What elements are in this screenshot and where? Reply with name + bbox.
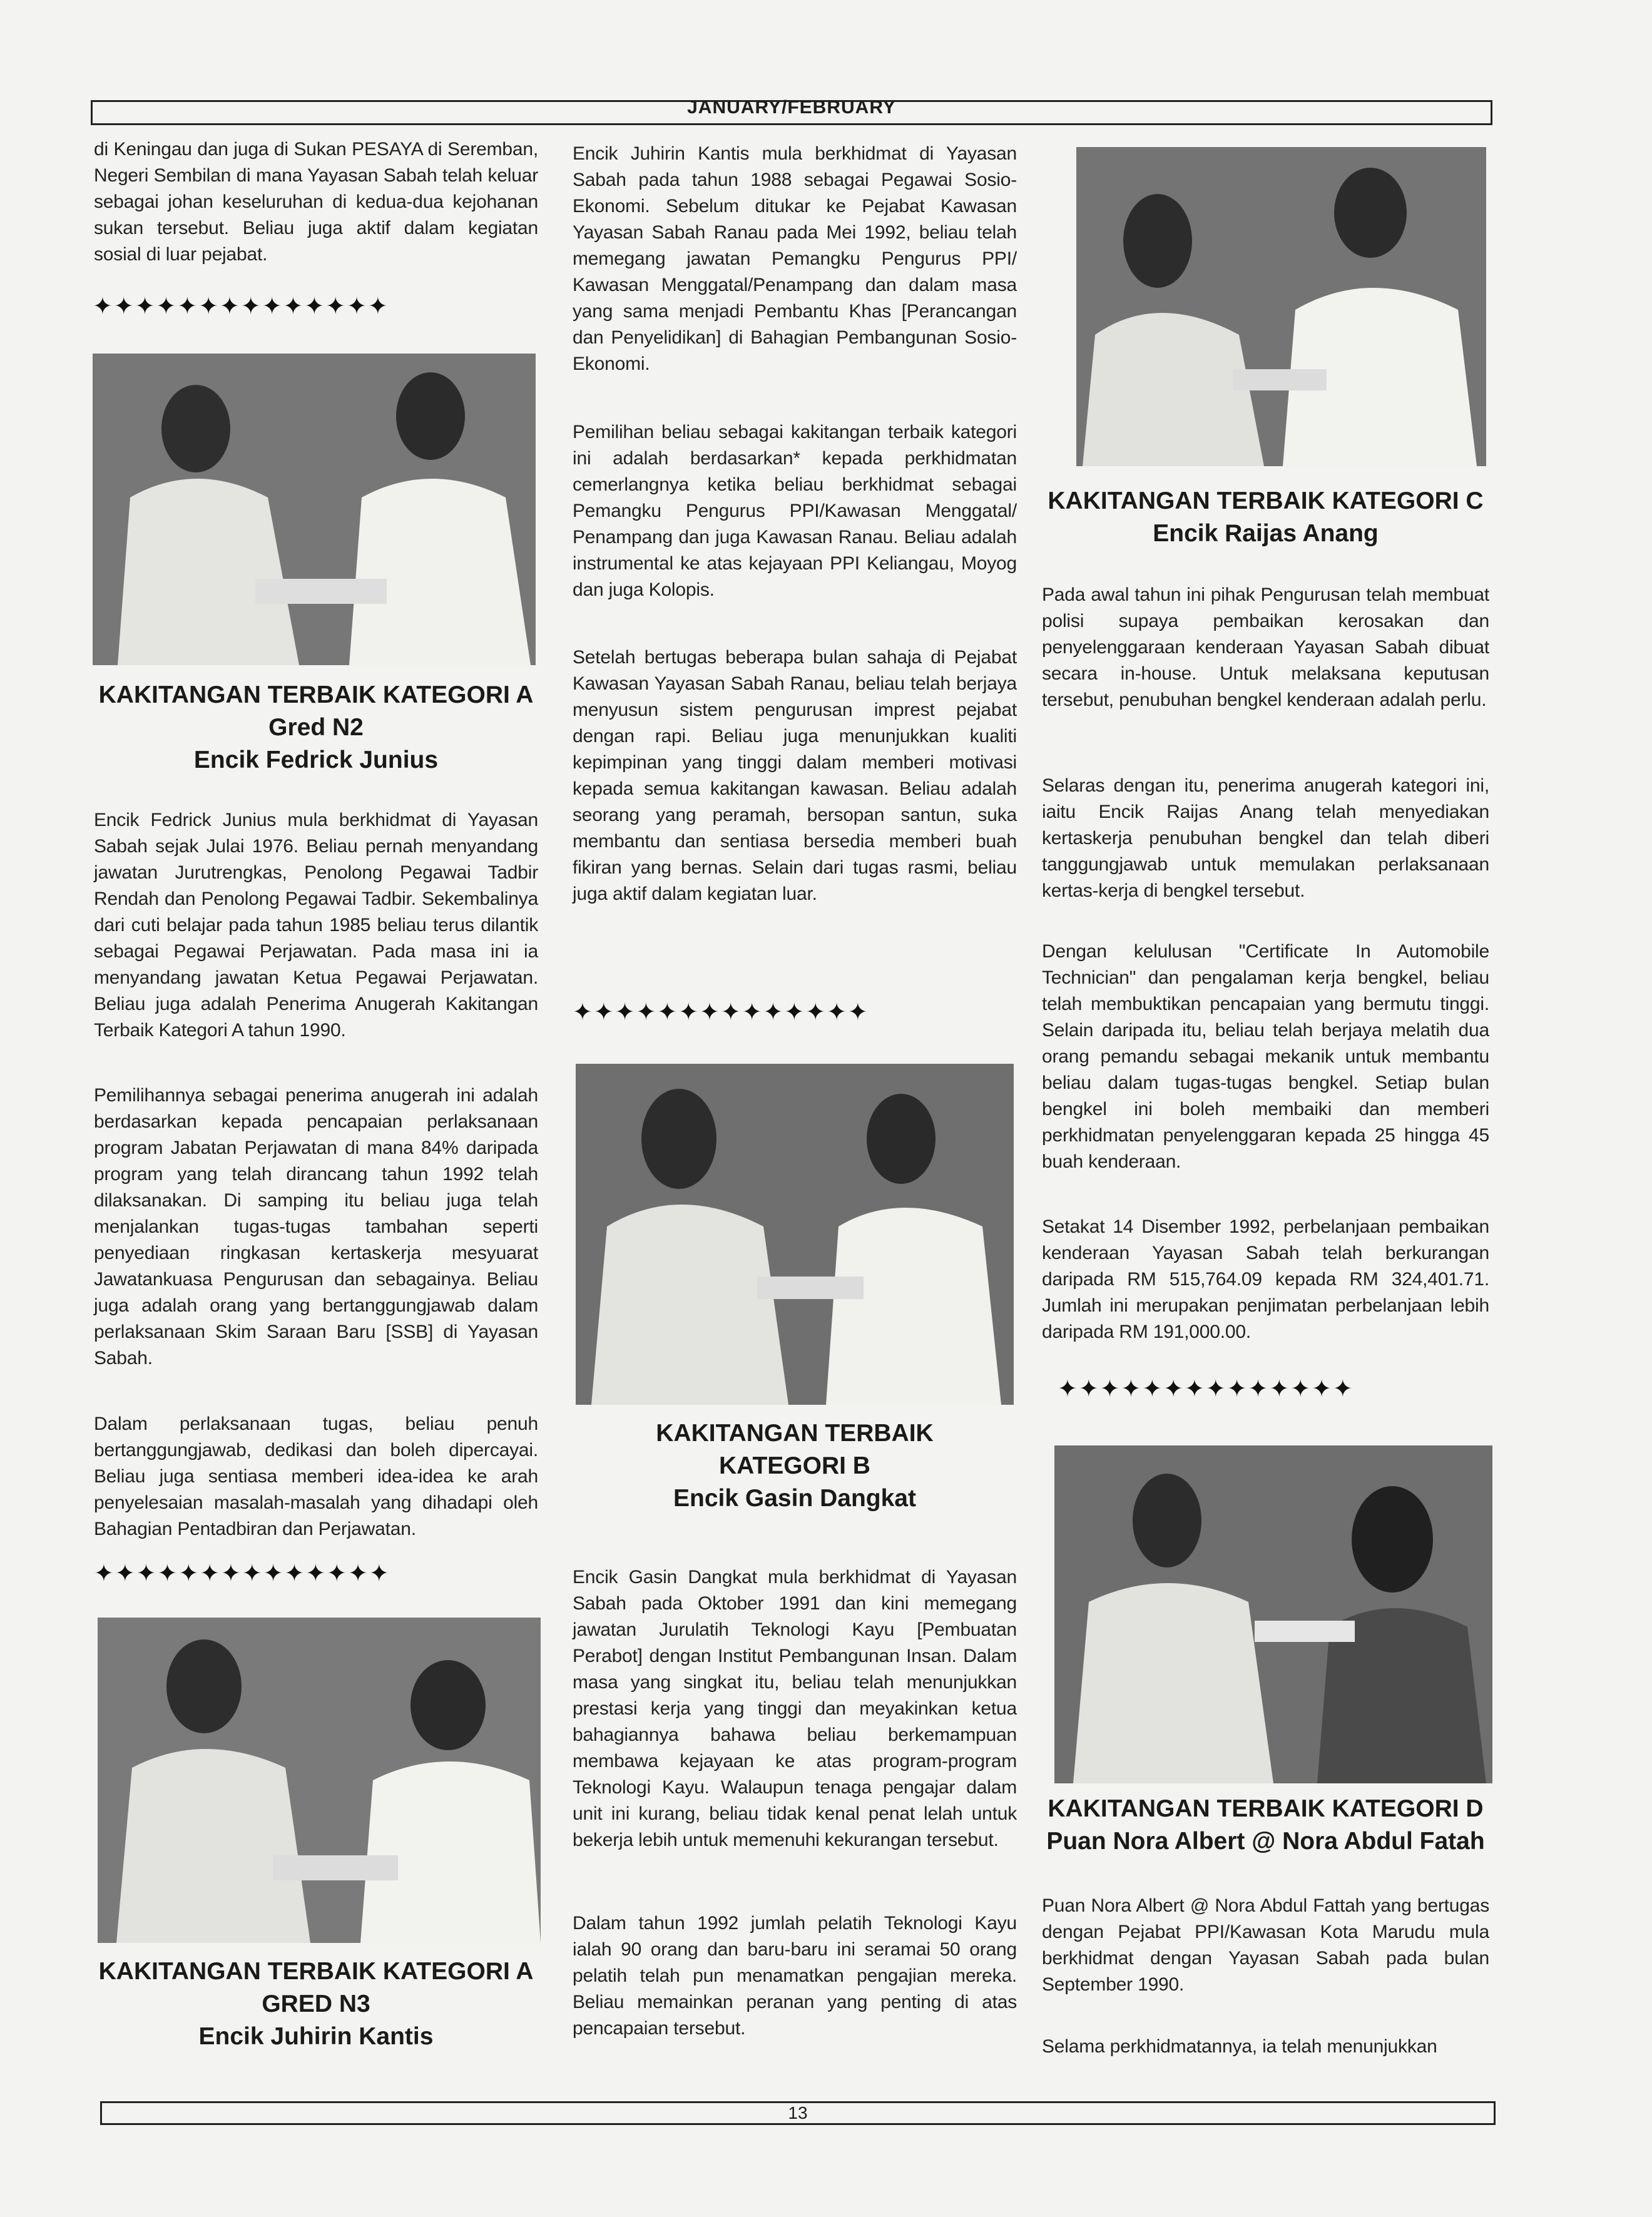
heading-line: Encik Fedrick Junius xyxy=(193,747,439,773)
heading-line: KAKITANGAN TERBAIK xyxy=(656,1420,934,1447)
issue-label: JANUARY/FEBRUARY xyxy=(687,97,896,118)
heading-kategori-d xyxy=(1042,1793,1489,1858)
col1-para-3: Dalam perlaksanaan tugas, beliau penuh bertanggungjawab, dedikasi dan boleh dipercayai. Beliau juga sentiasa memberi idea-idea ke arah penyelesaian masalah-masalah yang dihadapi oleh Bahagian Pentadbiran dan Perjawatan. xyxy=(94,1414,538,1539)
heading-line: KAKITANGAN TERBAIK KATEGORI C xyxy=(1048,487,1484,514)
heading-line: Puan Nora Albert @ Nora Abdul Fatah xyxy=(1046,1828,1485,1855)
heading-line: Encik Raijas Anang xyxy=(1153,520,1379,547)
col1-para-2: Pemilihannya sebagai penerima anugerah ini adalah berdasarkan kepada pencapaian perlaksanaan program Jabatan Perjawatan di mana 84% daripada program yang telah dirancang tahun 1992 telah dilaksanakan. Di samping itu beliau juga telah menjalankan tugas-tugas tambahan seperti penyediaan ringkasan kertaskerja mesyuarat Jawatankuasa Pengurusan dan sebagainya. Beliau juga adalah orang yang bertanggungjawab dalam perlaksanaan Skim Saraan Baru [SSB] di Yayasan Sabah. xyxy=(94,1085,538,1368)
col2-para-1: Encik Juhirin Kantis mula berkhidmat di Yayasan Sabah pada tahun 1988 sebagai Pegawai Sosio-Ekonomi. Sebelum ditukar ke Pejabat Kawasan Yayasan Sabah Ranau pada Mei 1992, beliau telah memegang jawatan Pemangku Pengurus PPI/ Kawasan Menggatal/Penampang dan dalam masa yang sama menjadi Pembantu Khas [Perancangan dan Penyelidikan] di Bahagian Pembangunan Sosio-Ekonomi. xyxy=(573,143,1017,374)
award-photo-raijas xyxy=(1076,147,1486,466)
heading-kategori-b xyxy=(573,1417,1017,1515)
ornament-divider: ✦✦✦✦✦✦✦✦✦✦✦✦✦✦ xyxy=(1058,1376,1354,1402)
col3-para-1: Pada awal tahun ini pihak Pengurusan telah membuat polisi supaya pembaikan kerosakan dan penyelenggaraan kenderaan Yayasan Sabah dibuat secara in-house. Untuk melaksana keputusan tersebut, penubuhan bengkel kenderaan adalah perlu. xyxy=(1042,584,1489,710)
award-photo-gasin xyxy=(576,1064,1014,1405)
heading-line: GRED N3 xyxy=(262,1990,370,2017)
heading-kategori-c xyxy=(1042,485,1489,550)
col2-para-2: Pemilihan beliau sebagai kakitangan terbaik kategori ini adalah berdasarkan* kepada perkhidmatan cemerlangnya ketika beliau berkhidmat sebagai Pemangku Pengurus PPI/Kawasan Menggatal/ Penampang dan juga Kawasan Ranau. Beliau adalah instrumental ke atas kejayaan PPI Keliangau, Moyog dan juga Kolopis. xyxy=(573,422,1017,600)
heading-line: Encik Juhirin Kantis xyxy=(198,2023,434,2050)
heading-line: Gred N2 xyxy=(268,714,364,741)
heading-kategori-a-n3 xyxy=(94,1955,538,2053)
col2-para-3: Setelah bertugas beberapa bulan sahaja di Pejabat Kawasan Yayasan Sabah Ranau, beliau telah berjaya menyusun sistem pengurusan imprest pejabat dengan rapi. Beliau juga menunjukkan kualiti kepimpinan yang tinggi dalam memberi motivasi kepada semua kakitangan kawasan. Beliau adalah seorang yang peramah, bersopan santun, suka membantu dan sentiasa bersedia memberi buah fikiran yang bernas. Selain dari tugas rasmi, beliau juga aktif dalam kegiatan luar. xyxy=(573,647,1017,904)
col3-para-4: Setakat 14 Disember 1992, perbelanjaan pembaikan kenderaan Yayasan Sabah telah berkurangan daripada RM 515,764.09 kepada RM 324,401.71. Jumlah ini merupakan penjimatan perbelanjaan lebih daripada RM 191,000.00. xyxy=(1042,1216,1489,1342)
ornament-divider: ✦✦✦✦✦✦✦✦✦✦✦✦✦✦ xyxy=(93,293,389,320)
col3-para-6: Selama perkhidmatannya, ia telah menunjukkan xyxy=(1042,2036,1437,2057)
award-photo-juhirin xyxy=(98,1618,541,1943)
ornament-divider: ✦✦✦✦✦✦✦✦✦✦✦✦✦✦ xyxy=(94,1561,390,1587)
col3-para-3: Dengan kelulusan "Certificate In Automobile Technician" dan pengalaman kerja bengkel, beliau telah membuktikan pencapaian yang bermutu tinggi. Selain daripada itu, beliau telah berjaya melatih dua orang pemandu sebagai mekanik untuk membantu beliau dalam tugas-tugas bengkel. Setiap bulan bengkel ini boleh membaiki dan memberi perkhidmatan penyelenggaran kepada 25 hingga 45 buah kenderaan. xyxy=(1042,941,1489,1172)
header-bar xyxy=(91,97,1492,125)
heading-kategori-a-n2 xyxy=(94,679,538,777)
col2-para-4: Encik Gasin Dangkat mula berkhidmat di Yayasan Sabah pada Oktober 1991 dan kini memegang jawatan Jurulatih Teknologi Kayu [Pembuatan Perabot] dengan Institut Pembangunan Insan. Dalam masa yang singkat itu, beliau telah menunjukkan prestasi kerja yang tinggi dan meyakinkan ketua bahagiannya bahawa beliau berkemampuan membawa kejayaan ke atas program-program Teknologi Kayu. Walaupun tenaga pengajar dalam unit ini kurang, beliau tidak kenal penat lelah untuk bekerja lebih untuk memenuhi kekurangan tersebut. xyxy=(573,1567,1017,1850)
heading-line: KAKITANGAN TERBAIK KATEGORI A xyxy=(98,1958,534,1985)
heading-line: KAKITANGAN TERBAIK KATEGORI D xyxy=(1048,1795,1484,1822)
col3-para-2: Selaras dengan itu, penerima anugerah kategori ini, iaitu Encik Raijas Anang telah menyediakan kertaskerja penubuhan bengkel dan telah diberi tanggungjawab untuk memulakan perlaksanaan kertas-kerja di bengkel tersebut. xyxy=(1042,775,1489,901)
col2-para-5: Dalam tahun 1992 jumlah pelatih Teknologi Kayu ialah 90 orang dan baru-baru ini seramai 50 orang pelatih telah pun menamatkan pengajian mereka. Beliau memainkan peranan yang penting di atas pencapaian tersebut. xyxy=(573,1913,1017,2039)
col3-para-5: Puan Nora Albert @ Nora Abdul Fattah yang bertugas dengan Pejabat PPI/Kawasan Kota Marudu mula berkhidmat dengan Yayasan Sabah pada bulan September 1990. xyxy=(1042,1895,1489,1995)
award-photo-nora xyxy=(1054,1445,1492,1783)
col1-para-1: Encik Fedrick Junius mula berkhidmat di Yayasan Sabah sejak Julai 1976. Beliau pernah menyandang jawatan Jurutrengkas, Penolong Pegawai Tadbir Rendah dan Penolong Pegawai Tadbir. Sekembalinya dari cuti belajar pada tahun 1985 beliau terus dilantik sebagai Pegawai Perjawatan. Pada masa ini ia menyandang jawatan Ketua Pegawai Perjawatan. Beliau juga adalah Penerima Anugerah Kakitangan Terbaik Kategori A tahun 1990. xyxy=(94,810,538,1041)
heading-line: Encik Gasin Dangkat xyxy=(673,1485,916,1512)
ornament-divider: ✦✦✦✦✦✦✦✦✦✦✦✦✦✦ xyxy=(573,999,869,1026)
page-number: 13 xyxy=(788,2103,808,2123)
heading-line: KATEGORI B xyxy=(719,1452,870,1479)
col1-intro: di Keningau dan juga di Sukan PESAYA di Seremban, Negeri Sembilan di mana Yayasan Sabah telah keluar sebagai johan keseluruhan di kedua-dua kejohanan sukan tersebut. Beliau juga aktif dalam kegiatan sosial di luar pejabat. xyxy=(94,139,538,265)
heading-line: KAKITANGAN TERBAIK KATEGORI A xyxy=(98,681,534,708)
footer-bar xyxy=(100,2101,1496,2125)
award-photo-fedrick xyxy=(93,354,536,665)
